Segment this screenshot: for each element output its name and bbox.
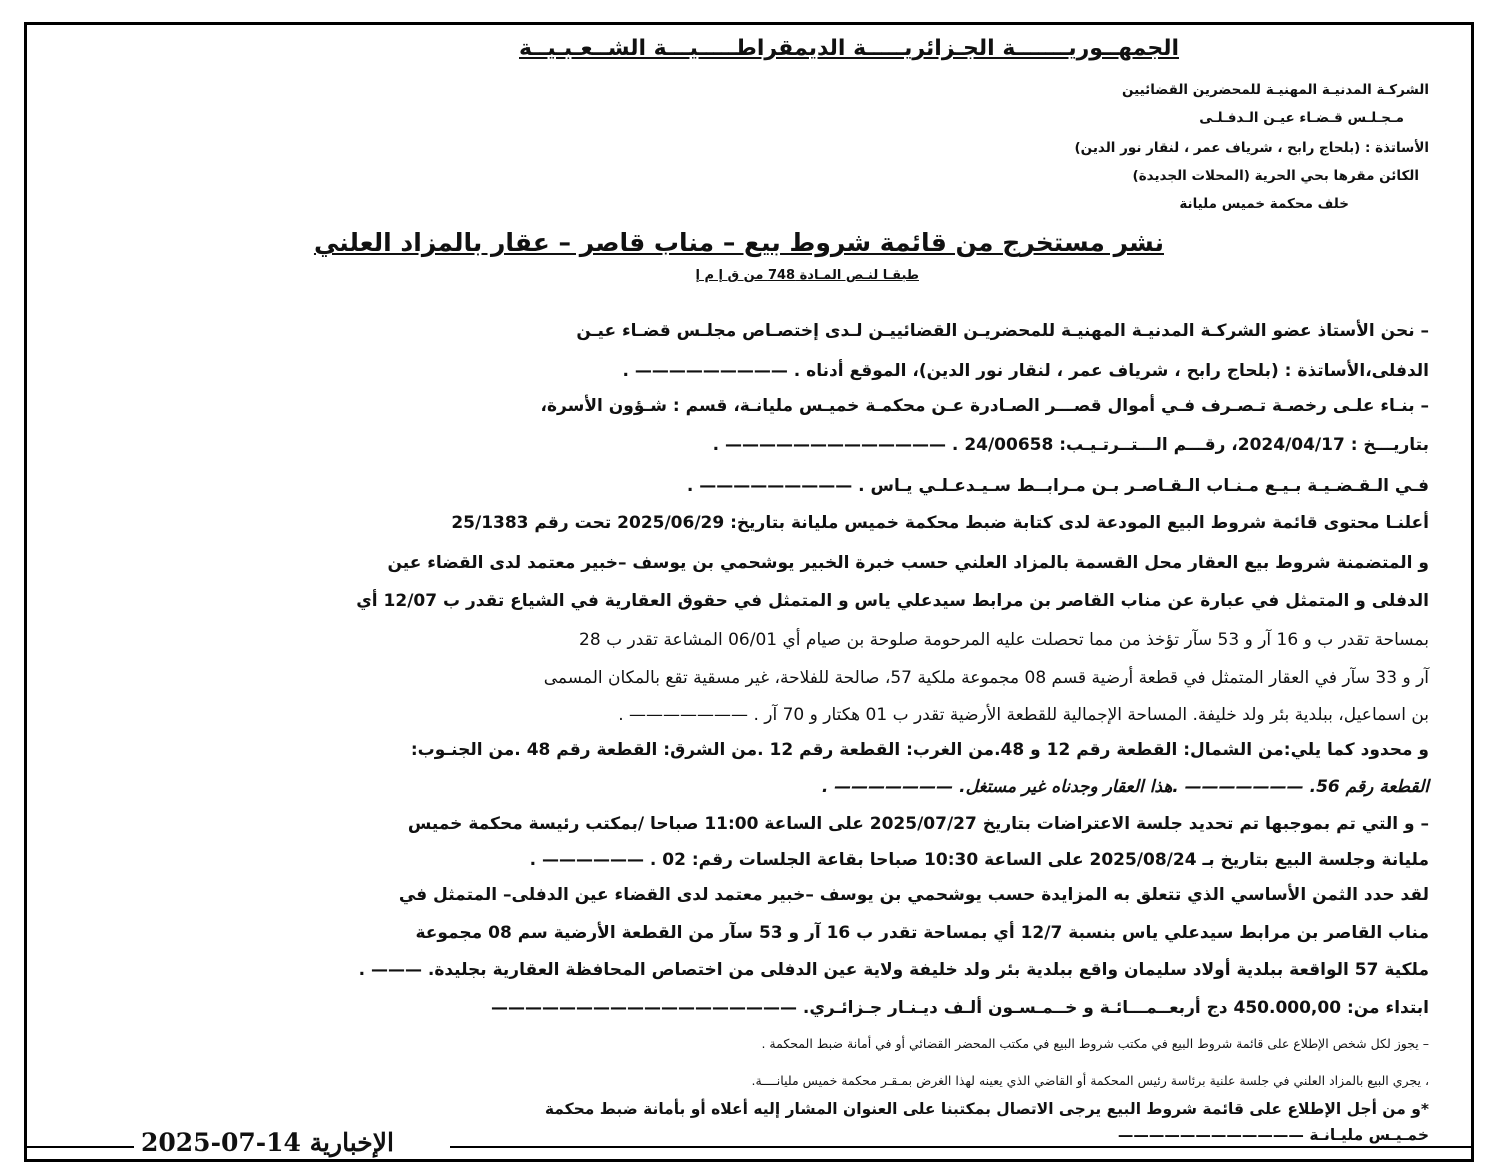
footer-newspaper: الإخبارية xyxy=(309,1128,394,1157)
footer-stamp xyxy=(135,1128,400,1157)
body-line-7: و المتضمنة شروط بيع العقار محل القسمة بالمزاد العلني حسب خبرة الخبير يوشحمي بن يوسف –خبير معتمد لدى القضاء عين xyxy=(387,553,1429,573)
note-line-1: – يجوز لكل شخص الإطلاع على قائمة شروط البيع في مكتب شروط البيع في مكتب المحضر القضائي أو في أمانة ضبط المحكمة . xyxy=(761,1036,1429,1051)
body-line-14: – و التي تم بموجبها تم تحديد جلسة الاعتراضات بتاريخ 2025/07/27 على الساعة 11:00 صباحا /بمكتب رئيسة محكمة خميس xyxy=(407,814,1429,834)
address-line-1: الكائن مقرها بحي الحرية (المحلات الجديدة) xyxy=(1132,168,1419,184)
note-line-3: *و من أجل الإطلاع على قائمة شروط البيع يرجى الاتصال بمكتبنا على العنوان المشار إليه أعلاه أو بأمانة ضبط محكمة xyxy=(544,1100,1429,1118)
note-line-2: ، يجري البيع بالمزاد العلني في جلسة علنية برئاسة رئيس المحكمة أو القاضي الذي يعينه لهذا الغرض بمـقـر محكمة خميس مليانــــة. xyxy=(751,1073,1429,1088)
body-line-10: آر و 33 سآر في العقار المتمثل في قطعة أرضية قسم 08 مجموعة ملكية 57، صالحة للفلاحة، غير مسقية تقع بالمكان المسمى xyxy=(543,668,1429,688)
body-line-2: الدفلى،الأساتذة : (بلحاج رابح ، شرياف عمر ، لنقار نور الدين)، الموقع أدناه . ————————— . xyxy=(622,361,1429,381)
note-line-4: خمـيـس مليـانـة ———————————— xyxy=(1117,1126,1429,1144)
footer-rule-right xyxy=(450,1146,1474,1148)
body-line-15: مليانة وجلسة البيع بتاريخ بـ 2025/08/24 على الساعة 10:30 صباحا بقاعة الجلسات رقم: 02 . —————— . xyxy=(529,850,1429,870)
body-line-11: بن اسماعيل، ببلدية بئر ولد خليفة. المساحة الإجمالية للقطعة الأرضية تقدر ب 01 هكتار و 70 آر . ——————— . xyxy=(618,705,1429,725)
footer-rule-left xyxy=(24,1146,134,1148)
body-line-13: القطعة رقم 56. ——————— .هذا العقار وجدناه غير مستغل. ——————— . xyxy=(821,777,1429,797)
notice-subtitle: طبقـا لنـص المـادة 748 من ق إ م إ xyxy=(695,268,919,283)
council-name: مـجـلـس قـضـاء عيـن الـدفـلـى xyxy=(1199,110,1404,126)
body-line-16: لقد حدد الثمن الأساسي الذي تتعلق به المزايدة حسب يوشحمي بن يوسف –خبير معتمد لدى القضاء عين الدفلى– المتمثل في xyxy=(398,885,1429,905)
body-line-1: – نحن الأستاذ عضو الشركـة المدنيـة المهنيـة للمحضريـن القضائييـن لـدى إختصـاص مجلـس قضـاء عيـن xyxy=(576,321,1429,341)
address-line-2: خلف محكمة خميس مليانة xyxy=(1179,196,1349,212)
body-line-3: – بنـاء علـى رخصـة تـصـرف فـي أموال قصـــر الصـادرة عـن محكمـة خميـس مليانـة، قسم : شـؤون الأسرة، xyxy=(540,396,1429,416)
body-line-17: مناب القاصر بن مرابط سيدعلي ياس بنسبة 12/7 أي بمساحة تقدر ب 16 آر و 53 سآر من القطعة الأرضية سم 08 مجموعة xyxy=(415,923,1429,943)
body-line-18: ملكية 57 الواقعة ببلدية أولاد سليمان واقع ببلدية بئر ولد خليفة ولاية عين الدفلى من اختصاص المحافظة العقارية بجليدة. ——— . xyxy=(358,960,1429,980)
body-line-4: بتاريـــخ : 2024/04/17، رقـــم الـــتــرتـيـب: 24/00658 . ————————————— . xyxy=(712,435,1429,455)
body-line-9: بمساحة تقدر ب و 16 آر و 53 سآر تؤخذ من مما تحصلت عليه المرحومة صلوحة بن صيام أي 06/01 المشاعة تقدر ب 28 xyxy=(579,630,1429,650)
body-line-12: و محدود كما يلي:من الشمال: القطعة رقم 12 و 48.من الغرب: القطعة رقم 12 .من الشرق: القطعة رقم 48 .من الجنـوب: xyxy=(410,740,1429,760)
lawyers-names: الأساتذة : (بلحاج رابح ، شرياف عمر ، لنقار نور الدين) xyxy=(1074,140,1429,156)
republic-title: الجمهــوريـــــــة الجـزائريـــــة الديمقراطـــــيـــة الشــعـبـيــة xyxy=(519,36,1179,61)
footer-date: 2025-07-14 xyxy=(141,1128,301,1157)
company-name: الشركـة المدنيـة المهنيـة للمحضرين القضائيين xyxy=(1122,82,1429,98)
body-line-8: الدفلى و المتمثل في عبارة عن مناب القاصر بن مرابط سيدعلي ياس و المتمثل في حقوق العقارية في الشياع تقدر ب 12/07 أي xyxy=(356,591,1429,611)
body-line-6: أعلنـا محتوى قائمة شروط البيع المودعة لدى كتابة ضبط محكمة خميس مليانة بتاريخ: 2025/06/29 تحت رقم 25/1383 xyxy=(451,513,1429,533)
notice-title: نشر مستخرج من قائمة شروط بيع – مناب قاصر – عقار بالمزاد العلني xyxy=(313,228,1164,257)
body-line-5: فـي الـقـضـيـة بـيـع مـنـاب الـقـاصـر بـن مـرابــط سـيـدعـلـي يـاس . ————————— . xyxy=(686,476,1429,496)
body-line-19: ابتداء من: 450.000,00 دج أربعــمـــائـة و خــمـسـون ألـف ديـنـار جـزائـري. —————————————————— xyxy=(490,998,1429,1018)
